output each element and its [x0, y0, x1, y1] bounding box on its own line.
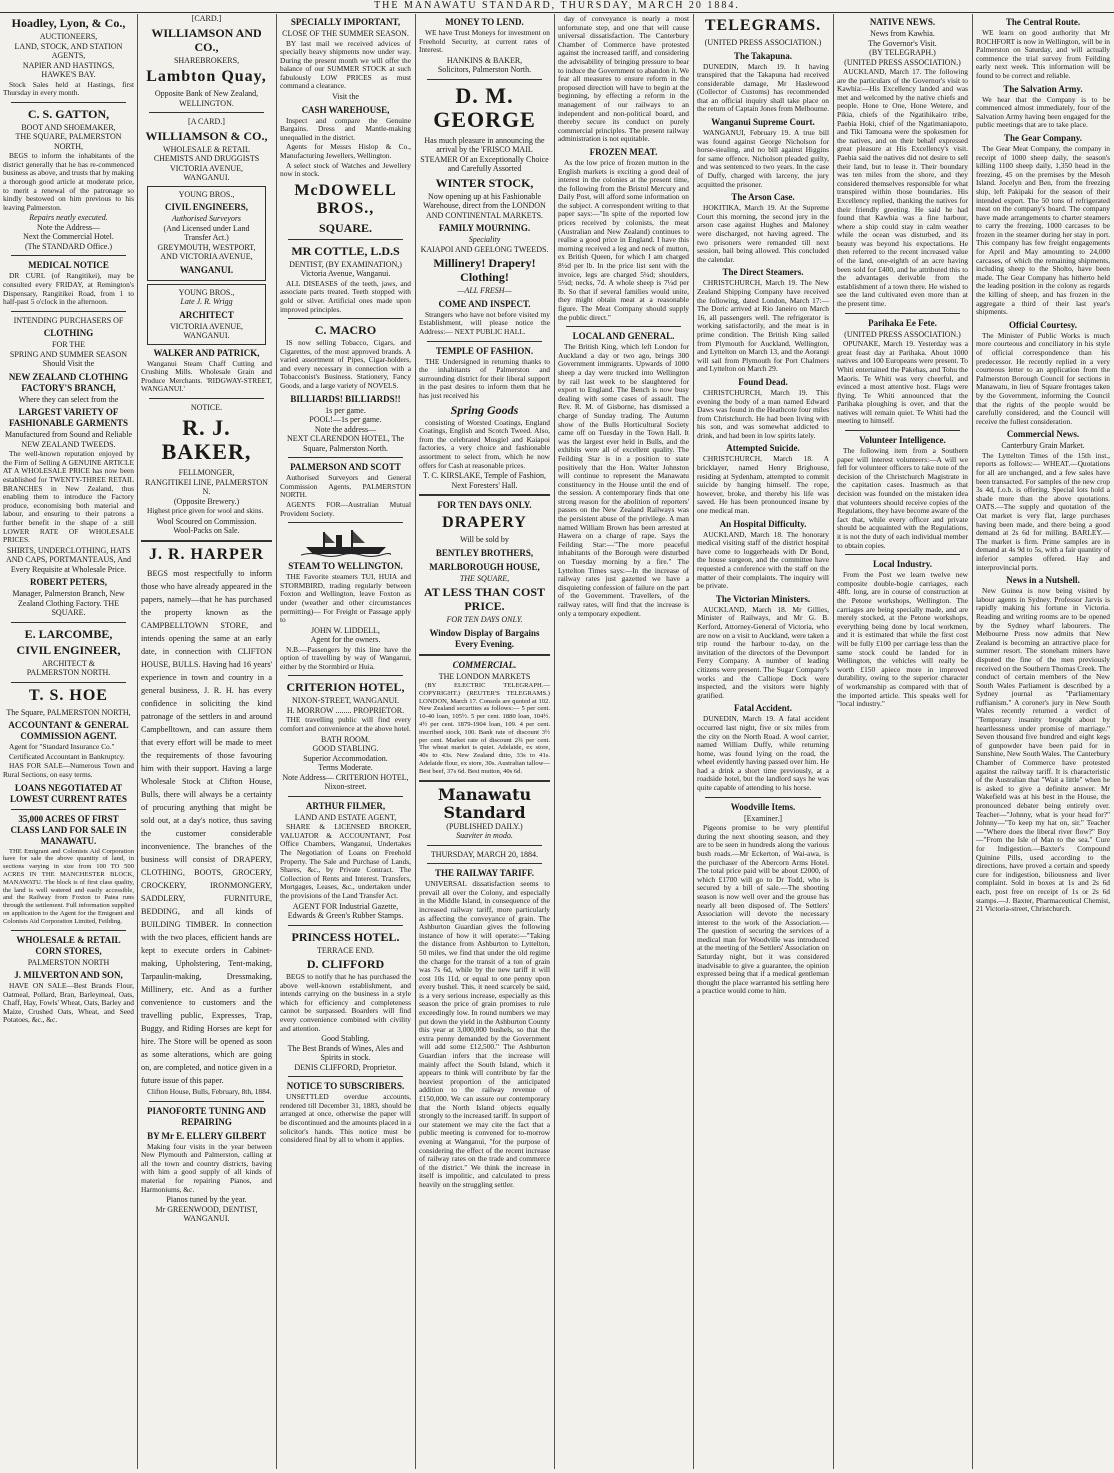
- young-sub: CIVIL ENGINEERS,: [164, 202, 249, 212]
- steam-agent: JOHN W. LIDDELL,: [311, 625, 380, 635]
- piano-note: Pianos tuned by the year.: [166, 1195, 247, 1205]
- telegram-text: AUCKLAND, March 18. Mr Gillies, Minister of Railways, and Mr G. B. Kerford, Attorney-General of Victoria, who are now on a visit to Auckland, were taken a trip round the harbour to-day, on the invitation of the directors of the Devonport Ferry Company. A number of leading citizens were present. The Sugar Company's works and the Calliope Dock were inspected, and the visitors were highly gratified.: [697, 604, 829, 700]
- ten-window: Window Display of Bargains Every Evening.: [429, 627, 540, 649]
- telegram-text: CHRISTCHURCH, March 18. A bricklayer, named Henry Brighouse, residing at Sydenham, attempted to commit suicide by hanging himself. The rope, however, broke, and thereby his life was saved. He has been pronounced insane by one medical man.: [697, 454, 829, 516]
- filmer-title: ARTHUR FILMER,: [305, 800, 386, 811]
- filmer-sub: LAND AND ESTATE AGENT,: [294, 812, 397, 822]
- gear-body: The Gear Meat Company, the company in receipt of 1000 sheep daily, the season's killing 1100 sheep daily, 1,350 head in the freezing, 45 on the premises by the Mesoh Island. Jocelyn and Ben, from the freezing ship, left Pakipaki for the season of their intended export. The 50 tons of refrigerated meat on the company's board. The company have made arrangements to charter steamers to carry the freezing, 1000 carcases to be frozen in the steamer during her stay in port. This company has few freight engagements for April and May amounting to 24,000 carcases, of which the remaining shipments, including sheep to the Sholto, have been made. The Gear Company has hitherto held the leading position in the colony as regards the killing of sheep, and has frozen in the aggregate a third of their last year's shipments.: [976, 143, 1110, 317]
- nutshell-body: New Guinea is now being visited by labour agents in Sydney. Professor Jarvis is rapidly making his fortune in Victoria. Reading and writing rooms are to be opened by the Sydney wharf labourers. The Melbourne Press now admits that New Zealand is becoming an attractive place for summer resort. The stoneham miners have disputed the fine of the men previously received on the Southern Thomas Creek. The conduct of certain members of the New South Wales Parliament is described by a Sydney journal as "Parliamentary ruffianism." A coroner's jury in New South Wales recently returned a verdict of "Temporary insanity brought about by heartlessness under promise of marriage." Seven thousand five hundred and eight kegs of gunpowder have been paid for in Sunshine, New South Wales. The Canterbury Chamber of Commerce have protested against the railway tariff. It is characteristic of the Australian that "Wait a little" when he is asked to give a definite answer. Mr Wakefield was at his best in the House, the pronounced debater being entirely over. Teacher—"Johnny, what is your head for?" Johnny—"To keep my hat on, sir." Teacher—"Where does the liberal river flow?" Boy—"From the Isle of Man to the sea." Cure for Indigestion.—Baxter's Compound Quinine Pills, used according to the directions, have proved a certain and speedy cure for indigestion, biliousness and liver complaint. Sold in boxes at 1s and 2s 6d each, post free on receipt of 1s or 2s 6d stamps.—J. Baxter, Pharmaceutical Chemist, 21 Victoria-street, Christchurch.: [976, 586, 1110, 914]
- column-rule: [833, 14, 834, 1469]
- williamson-city: WELLINGTON.: [179, 98, 234, 108]
- ten-title: FOR TEN DAYS ONLY.: [437, 500, 532, 511]
- money-body: WE have Trust Moneys for investment on Freehold Security, at current rates of Interest.: [419, 28, 550, 55]
- steam-title: STEAM TO WELLINGTON.: [288, 561, 403, 572]
- ten-house: MARLBOROUGH HOUSE,: [429, 561, 540, 572]
- special-body2: Inspect and compare the Genuine Bargains. Dress and Mantle-making unequalled in the district.: [280, 115, 411, 142]
- hoe-role: ACCOUNTANT & GENERAL COMMISSION AGENT.: [8, 720, 129, 742]
- george-come: COME AND INSPECT.: [438, 298, 531, 309]
- piano-title: PIANOFORTE TUNING AND REPAIRING: [146, 1105, 267, 1127]
- williamson-place: Lambton Quay,: [146, 68, 267, 85]
- george-fresh: —ALL FRESH—: [457, 286, 512, 296]
- young2-sub: Late J. R. Wrigg: [180, 297, 233, 306]
- corn-title: WHOLESALE & RETAIL CORN STORES,: [16, 934, 121, 956]
- special-visit: Visit the: [332, 92, 359, 102]
- young-b: (And Licensed under Land Transfer Act.): [163, 223, 250, 242]
- clothing-line: INTENDING PURCHASERS OF: [13, 315, 124, 325]
- acres-body: THE Emigrant and Colonists Aid Corporation have for sale the above quantity of land, in sections varying in size from 100 TO 500 ACRES IN THE MANCHESTER BLOCK, MANAWATU. The block is of first class quality, the land is well watered and easily accessible, and the Railway from Foxton to Patea runs through the settlement. Full information supplied on application to the Agent for the Emigrant and Colonists Aid Corporation Limited, Feilding.: [3, 847, 134, 925]
- telegrams-assoc: (UNITED PRESS ASSOCIATION.): [704, 38, 822, 47]
- williamson-opp: Opposite Bank of New Zealand,: [154, 89, 259, 98]
- cottle-addr: Victoria Avenue, Wanganui.: [300, 269, 391, 279]
- telegram-item: [697, 703, 829, 792]
- macro-price: 1s per game.: [325, 405, 366, 415]
- harper-title: J. R. HARPER: [148, 545, 265, 563]
- williamson-title: WILLIAMSON AND CO.,: [151, 25, 262, 54]
- williamson2-sub: WHOLESALE & RETAIL: [163, 144, 250, 154]
- money-firm: HANKINS & BAKER,: [446, 55, 523, 65]
- palmerson-body: Authorised Surveyors and General Commission Agents, PALMERSTON NORTH.: [280, 473, 411, 500]
- george-stock: WINTER STOCK,: [435, 175, 534, 190]
- standard-sub: (PUBLISHED DAILY.): [446, 821, 523, 831]
- hoadley-title: Hoadley, Lyon, & Co.,: [11, 16, 126, 30]
- young-a: Authorised Surveyors: [171, 214, 242, 223]
- subs-body: UNSETTLED overdue accounts, rendered till December 31, 1883, should be arranged at once, otherwise the paper will be discontinued and the amounts placed in a solicitor's hands. This notice must be considered final by all to whom it applies.: [280, 1092, 411, 1145]
- clothing-body: The well-known reputation enjoyed by the Firm of Selling A GENUINE ARTICLE AT A WHOLESALE PRICE has now been established for TWENTY-THREE RETAIL BRANCHES in New Zealand, thus enabling them to introduce the Factory produce, economising both material and labour, and ensuring to their patrons a further benefit in the shape of a still LOWER RATE OF WHOLESALE PRICES.: [3, 449, 134, 545]
- telegram-item: [697, 51, 829, 115]
- palmerson-title: PALMERSON AND SCOTT: [290, 462, 401, 473]
- special-name: CASH WAREHOUSE,: [301, 104, 390, 115]
- macro-pool: POOL!—1s per game.: [309, 415, 382, 425]
- criterion-addr: Note Address— CRITERION HOTEL, Nixon-street.: [282, 772, 409, 792]
- column-rule: [415, 14, 416, 1469]
- cottle-sub: DENTIST, (BY EXAMINATION,): [289, 259, 402, 269]
- telegram-heading: Found Dead.: [738, 376, 788, 387]
- criterion-sub: NIXON-STREET, WANGANUI.: [291, 696, 400, 706]
- column-4: [419, 14, 550, 1469]
- railway-body: UNIVERSAL dissatisfaction seems to prevail all over the Colony, and especially in the Middle Island, in consequence of the increased railway tariff, more particularly as affecting the conveyance of grain. The Ashburton Guardian gives the following instance of how it will operate:—"Taking the distance from Ashburton to Lyttelton, 50 miles, we find that under the old regime the charge for the transit of a ton of grain was 7s 6d, while by the new tariff it will cost 10s 11d, or equal to one penny upon every bushel. This, it need scarcely be said, is a very serious increase, especially as this season the price of grain promises to rule exceedingly low. In round numbers we may put down the yield in the Ashburton County this year at 3,000,000 bushels, so that the extra penny demanded by the Government will add some £12,500." The Ashburton Guardian infers that the increase will mainly affect the South Island, which it appears to think will contribute by far the heaviest proportion of the anticipated addition to the railway revenue of £150,000. We can assure our contemporary that the North Island objects equally strongly to the increased tariff. In support of our statement we may cite the fact that a public meeting is convened for to-morrow evening at Wanganui, "for the purpose of considering the effect of the recent increase of railway rates on the trade and commerce of the district." We think the increase in itself is impolitic, and calculated to press heavily on the struggling settler.: [419, 879, 550, 1189]
- telegram-text: WANGANUI, February 19. A true bill was found against George Nicholson for horse-stealing, and no bill against Higgins for same offence. Nicholson pleaded guilty, and was sentenced to two years. In the case of Duffy, charged with larceny, the jury acquitted the prisoner.: [697, 128, 829, 189]
- salvation-body: We hear that the Company is to be commenced almost immediately, four of the Salvation Army having been engaged for the public meetings that are to take place.: [976, 94, 1110, 130]
- column-rule: [137, 14, 138, 1469]
- central-body: WE learn on good authority that Mr ROCHFORT is now in Wellington, will be in Palmerston on Saturday, and will actually commence the trial survey from Feilding early next week. This information will be found to be correct and reliable.: [976, 28, 1110, 80]
- macro-title: C. MACRO: [314, 323, 377, 338]
- telegram-heading: The Arson Case.: [731, 192, 795, 203]
- george-body: Has much pleasure in announcing the arrival by the 'FRISCO MAIL STEAMER Of an Exceptionally Choice and Carefully Assorted: [420, 135, 549, 174]
- piano-by: BY Mr E. ELLERY GILBERT: [147, 1130, 266, 1141]
- young2-title: YOUNG BROS.,: [178, 287, 235, 297]
- clothing-line: SPRING AND SUMMER SEASON: [9, 349, 128, 359]
- larcombe-a: ARCHITECT &: [42, 658, 95, 668]
- piano-last: Mr GREENWOOD, DENTIST, WANGANUI.: [155, 1204, 258, 1224]
- gatton-addr: THE SQUARE, PALMERSTON NORTH,: [15, 132, 122, 151]
- temple-body: THE Undersigned in returning thanks to the inhabitants of Palmerston and surrounding district for their liberal support in the past desires to inform them that he has just received his: [419, 356, 550, 400]
- george-title: D. M. GEORGE: [433, 82, 536, 132]
- piano-body: Making four visits in the year between New Plymouth and Palmerston, calling at all the town and country districts, having with him a good supply of all kinds of material for repairing Pianos, and Harmoniums, &c.: [141, 1141, 272, 1194]
- hoadley-line: LAND, STOCK, AND STATION AGENTS,: [14, 41, 123, 60]
- ten-sold: Will be sold by: [460, 535, 509, 545]
- special-title: SPECIALLY IMPORTANT,: [290, 17, 401, 27]
- princess-best: The Best Brands of Wines, Ales and Spirits in stock.: [287, 1043, 404, 1063]
- mcdowell-title: McDOWELL BROS.,: [294, 181, 397, 217]
- telegram-item: [697, 519, 829, 591]
- native-visit: The Governor's Visit.: [868, 38, 937, 48]
- criterion-terms: Terms Moderate.: [318, 763, 373, 773]
- telegrams-title: TELEGRAMS.: [704, 17, 822, 34]
- steamer-icon: [301, 527, 391, 557]
- volunteer-body: The following item from a Southern paper will interest volunteers:—A will we fell for volunteer officers to take note of the decision of the Christchurch Magistrate in the capitation cases. Inasmuch as that decision was founded on the mistaken idea that volunteers should receive copies of the Regulations, they have become aware of the fact that, while every officer and private should be acquainted with the Regulations, it is not the duty of each individual member to obtain copies.: [837, 446, 968, 550]
- george-tweeds: KAIAPOI AND GEELONG TWEEDS.: [420, 244, 549, 254]
- commercial-sub: THE LONDON MARKETS: [438, 671, 531, 681]
- column-1: [3, 14, 134, 1469]
- hoe-cert: Certificated Accountant in Bankruptcy.: [9, 751, 125, 761]
- medical-body: DR CURL (of Rangitikei), may be consulted every FRIDAY, at Remington's Dispensary, Rangitikei Road, from 1 to half-past 5 o'clock in the afternoon.: [3, 271, 134, 307]
- standard-motto: Suaviter in modo.: [456, 831, 513, 841]
- column-rule: [693, 14, 694, 1469]
- woodville-title: Woodville Items.: [730, 801, 796, 812]
- telegram-item: [697, 267, 829, 374]
- standard-title: Manawatu Standard: [437, 784, 532, 822]
- steam-nb: N.B.—Passengers by this line have the option of travelling by way of Wanganui, either by the Stormbird or Huia.: [280, 644, 411, 671]
- hoe-title: T. S. HOE: [29, 686, 108, 704]
- subs-title: NOTICE TO SUBSCRIBERS.: [286, 1081, 405, 1092]
- walker-title: WALKER AND PATRICK,: [153, 347, 260, 358]
- williamson-sub: SHAREBROKERS,: [173, 55, 240, 65]
- native-assoc: (UNITED PRESS ASSOCIATION.): [844, 57, 961, 67]
- ten-sq: THE SQUARE,: [459, 573, 510, 583]
- native-sub: News from Kawhia.: [870, 29, 935, 38]
- medical-title: MEDICAL NOTICE: [28, 260, 109, 271]
- palmerson-agents: AGENTS FOR—Australian Mutual Provident Society.: [280, 499, 411, 518]
- telegram-item: [697, 594, 829, 701]
- hoadley-sub: AUCTIONEERS,: [39, 32, 98, 41]
- criterion-body: THE travelling public will find every comfort and convenience at the above hotel.: [280, 715, 411, 734]
- baker-sub: FELLMONGER,: [178, 468, 235, 478]
- column-rule: [276, 14, 277, 1469]
- clothing-line: Should Visit the: [42, 359, 95, 369]
- column-7: [837, 14, 968, 1469]
- princess-prop: DENIS CLIFFORD, Proprietor.: [294, 1062, 397, 1072]
- special-sub: CLOSE OF THE SUMMER SEASON.: [282, 29, 409, 38]
- gatton-addr2: Next the Commercial Hotel.: [23, 232, 114, 242]
- frozen-title: FROZEN MEAT.: [589, 146, 658, 157]
- telegram-heading: Wanganui Supreme Court.: [711, 117, 815, 128]
- corn-town: PALMERSTON NORTH: [27, 957, 110, 967]
- clothing-shirts: SHIRTS, UNDERCLOTHING, HATS AND CAPS, PORTMANTEAUS, And Every Requisite at Wholesale Price.: [5, 545, 132, 574]
- walker-body: Wanganui Steam Chaff Cutting and Crushing Mills. Wholesale Grain and Produce Merchants. 'RIDGWAY-STREET, WANGANUI.': [141, 358, 272, 394]
- george-spec: Speciality: [468, 235, 501, 245]
- ten-drapery: DRAPERY: [442, 514, 527, 532]
- harper-body: BEGS most respectfully to inform those who have already appeared in the papers, namely—that he has purchased the property known as the CAMPBELLTOWN STORE, and intends opening the same at an early date, in connection with CLIFTON HOUSE, BULLS. Having had 16 years' experience in town and country in a general business, J. R. H. has every confidence in soliciting the kind patronage of the settlers in and around Campbelltown, and can assure them that every effort will be made to meet the requirements of those favouring him with their support. Having a large Wholesale Stock at Clifton House, Bulls, there will always be a certainty of procuring anything that might be sold out, at a day's notice, thus saving the customer considerable inconvenience. The branches of the business will consist of DRAPERY, CLOTHING, BOOTS, GROCERY, CROCKERY, IRONMONGERY, SADDLERY, FURNITURE, BEDDING, and all kinds of BUILDING TIMBER. In connection with the two places, efficient hands are kept to execute orders in Cabinet-making, Upholstering, Tent-making, Tarpaulin-making, Dressmaking, Millinery, etc. And as a further convenience to customers and the travelling public, Expresses, Trap, Buggy, and Riding Horses are kept for hire. The Store will be opened as soon as some alterations, which are going on, are completed, and notice given in a future issue of this paper.: [141, 568, 272, 1085]
- commercial-news-body: The Lyttelton Times of the 15th inst., reports as follows:— WHEAT.—Quotations for all are unchanged, and a few sales have been transacted. For samples of the new crop 3s 4d, f.o.b. is offering. Special lots hold a shade more than the above quotations. OATS.—The supply and quotation of the Oat market is very flat, large purchases having been made, and there being a good demand at 2s 6d for milling. BARLEY.—The market is firm. Prime samples are in demand at 4s 9d to 5s, with a fair quantity of inferior samples offered. Hay and interprovincial ports.: [976, 450, 1110, 572]
- masthead: THE MANAWATU STANDARD, THURSDAY, MARCH 20 1884.: [0, 0, 1114, 13]
- native-by: (BY TELEGRAPH.): [869, 48, 936, 57]
- telegram-item: [697, 377, 829, 441]
- standard-date: THURSDAY, MARCH 20, 1884.: [430, 849, 539, 859]
- filmer-body: SHARE & LICENSED BROKER, VALUATOR & ACCOUNTANT, Post Office Chambers, Wanganui, Undertakes The Negotiation of Loans on Freehold Property. The Sale and Purchase of Lands, Shares, &c., by Private Contract. The Collection of Rents and Interest. Transfers, Mortgages, Leases, &c., undertaken under the provisions of the Land Transfer Act.: [280, 822, 411, 900]
- local-industry-title: Local Industry.: [872, 559, 932, 570]
- macro-billiards: BILLIARDS! BILLIARDS!!: [290, 393, 401, 404]
- criterion-acc: Superior Accommodation.: [303, 753, 388, 763]
- gatton-body: BEGS to inform the inhabitants of the district generally that he has re-commenced business as above, and trusts that by making a thorough good article at moderate price, to merit a renewal of the patronage so kindly bestowed on him previous to his leaving Palmerston.: [3, 151, 134, 212]
- macro-addr: NEXT CLARENDON HOTEL, The Square, Palmerston North.: [286, 434, 405, 453]
- native-title: NATIVE NEWS.: [869, 17, 936, 27]
- temple-body2: consisting of Worsted Coatings, England Coatings, English and Scotch Tweed. Also, from the celebrated Mosgiel and Kaiapoi factories, a very choice and fashionable assortment to select from, which he now offers for Cash at reasonable prices.: [419, 417, 550, 470]
- column-8: [976, 14, 1110, 1469]
- harper-date: Clifton House, Bulls, February, 8th, 1884.: [147, 1086, 272, 1096]
- williamson2-chem: CHEMISTS AND DRUGGISTS: [153, 154, 260, 163]
- gear-title: The Gear Company.: [1003, 132, 1083, 143]
- column-rule: [554, 14, 555, 1469]
- clothing-mgr: Manager, Palmerston Branch, New Zealand Clothing Factory. THE SQUARE.: [12, 589, 125, 618]
- clothing-largest: LARGEST VARIETY OF FASHIONABLE GARMENTS: [8, 407, 129, 429]
- money-title: MONEY TO LEND.: [445, 17, 524, 27]
- column-rule: [972, 14, 973, 1469]
- official-title: Official Courtesy.: [1009, 319, 1077, 330]
- clothing-where: Where they can select from the: [18, 394, 119, 404]
- george-mill: Millinery! Drapery! Clothing!: [433, 256, 536, 285]
- nutshell-title: News in a Nutshell.: [1006, 575, 1080, 586]
- column-6: [697, 14, 829, 1469]
- williamson2-title: WILLIAMSON & CO.,: [145, 128, 268, 143]
- baker-title: R. J. BAKER,: [161, 415, 252, 465]
- baker-packs: Wool-Packs on Sale.: [173, 526, 240, 536]
- macro-body: IS now selling Tobacco, Cigars, and Cigarettes, of the most approved brands. A varied assortment of Pipes, Cigar-holders, and every necessary in connection with a Tobacconist's Business. Stationery, Fancy Goods, and a large variety of NOVELS.: [280, 338, 411, 391]
- column-2: [141, 14, 272, 1469]
- steam-body: THE Favorite steamers TUI, HUIA and STORMBIRD, trading regularly between Foxton and Wellington, leave Foxton as under (weather and other circumstances permitting)— For Freight or Passage apply to: [280, 572, 411, 625]
- commercial-body: (BY ELECTRIC TELEGRAPH.—COPYRIGHT.) (REUTER'S TELEGRAMS.) LONDON, March 17. Consols are quoted at 102. New Zealand securities as follows:— 5 per cent. 10-40 loan, 105½. 5 per cent. 1880 loan, 104½. 4½ per cent. 1879-1904 loan, 109. 4 per cent. inscribed stock, 100. Bank rate of discount 3½ per cent. Market rate of discount 2¾ per cent. The wheat market is quiet. Adelaide, ex store, 40s to 43s. New Zealand ditto, 33s to 41s. Adelaide flour, ex store, 30s. Australian tallow—Best beef, 37s 6d. Best mutton, 40s 6d.: [419, 682, 550, 775]
- criterion-bath: BATH ROOM.: [321, 734, 370, 744]
- parihaka-assoc: (UNITED PRESS ASSOCIATION.): [844, 329, 961, 339]
- princess-body: BEGS to notify that he has purchased the above well-known establishment, and intends carrying on the business in a style which for efficiency and completeness cannot be surpassed. Boarders will find every convenience combined with civility and attention.: [280, 972, 411, 1033]
- criterion-prop: H. MORROW ........ PROPRIETOR.: [286, 705, 405, 715]
- telegram-heading: The Victorian Ministers.: [715, 593, 811, 604]
- criterion-stab: GOOD STABLING.: [312, 744, 379, 754]
- corn-body: HAVE ON SALE—Best Brands Flour, Oatmeal, Pollard, Bran, Barleymeal, Oats, Chaff, Hay, Fowls' Wheat, Oats, Barley and Maize, Crushed Oats, Wheat, and Seed Potatoes, &c., &c.: [3, 981, 134, 1025]
- salvation-title: The Salvation Army.: [1003, 83, 1083, 94]
- temple-title: TEMPLE OF FASHION.: [435, 345, 534, 356]
- young-bros-box: [147, 186, 266, 281]
- princess-stab: Good Stabling.: [321, 1034, 370, 1044]
- clothing-line: CLOTHING: [43, 328, 94, 339]
- cottle-body: ALL DISEASES of the teeth, jaws, and associate parts treated. Teeth stopped with gold or silver. Artificial ones made upon improved principles.: [280, 278, 411, 314]
- temple-goods: Spring Goods: [450, 402, 519, 417]
- williamson-card: [CARD.]: [191, 14, 222, 23]
- young-bros-box-2: [147, 284, 266, 345]
- special-sel: A select stock of Watches and Jewellery now in stock.: [280, 160, 411, 179]
- gatton-note: Note the Address—: [36, 222, 101, 232]
- baker-opp: (Opposite Brewery.): [173, 496, 240, 506]
- larcombe-title: E. LARCOMBE,: [24, 626, 113, 641]
- hoe-sale: HAS FOR SALE—Numerous Town and Rural Sections, on easy terms.: [3, 761, 134, 780]
- column-5: [558, 14, 689, 1469]
- george-body2: Now opening up at his Fashionable Warehouse, direct from the LONDON AND CONTINENTAL MARKETS.: [423, 191, 546, 220]
- local-title: LOCAL AND GENERAL.: [572, 331, 675, 342]
- acres-title: 35,000 ACRES OF FIRST CLASS LAND FOR SALE IN MANAWATU.: [10, 813, 127, 846]
- telegram-heading: Attempted Suicide.: [726, 443, 800, 454]
- williamson2-addr: VICTORIA AVENUE,: [169, 163, 244, 173]
- george-mourning: FAMILY MOURNING.: [438, 223, 531, 234]
- gatton-repairs: Repairs neatly executed.: [29, 213, 108, 223]
- baker-wool: Wool Scoured on Commission.: [156, 516, 257, 526]
- telegram-item: [697, 117, 829, 189]
- commercial-news-title: Commercial News.: [1006, 429, 1080, 440]
- telegram-text: CHRISTCHURCH, March 19. This evening the body of a man named Edward Daws was found in the Heathcote four miles from Christchurch. He had been living with his son, and was somewhat addicted to drink, and had been in low spirits lately.: [697, 387, 829, 440]
- young-d: WANGANUI.: [179, 264, 234, 275]
- frozen-body: As the low price of frozen mutton in the English markets is exciting a good deal of interest in the colonies at the present time, the following from the Bristol Mercury and Daily Post, will afford some information on the subject. A correspondent writing to that paper says:—"In spite of the reported low prices received by colonists, the meat (Australian and New Zealand) continues to realise a good price in England. I have this morning received a leg and neck of mutton, ex British Queen, for which I am charged 8½d per lb. In the price list sent with the invoice, legs are charged 5¼d; shoulders, 5¼d; necks, 7d. A whole sheep is 7¼d per lb. So that if several families would unite, they might obtain meat at a reasonable figure. The Meat Company should supply the public direct.": [558, 157, 689, 322]
- ten-less: AT LESS THAN COST PRICE.: [423, 585, 546, 614]
- woodville-sub: [Examiner.]: [744, 813, 782, 823]
- special-agents: Agents for Messrs Hislop & Co., Manufacturing Jewellers, Wellington.: [280, 142, 411, 160]
- cottle-title: MR COTTLE, L.D.S: [291, 243, 400, 258]
- telegram-heading: An Hospital Difficulty.: [719, 518, 807, 529]
- commercial-news-sub: Canterbury Grain Market.: [1001, 441, 1085, 451]
- larcombe-sub: CIVIL ENGINEER,: [16, 642, 121, 657]
- volunteer-title: Volunteer Intelligence.: [859, 435, 946, 446]
- young2-a: ARCHITECT: [179, 309, 234, 320]
- criterion-title: CRITERION HOTEL,: [286, 680, 405, 695]
- clothing-peters: ROBERT PETERS,: [29, 577, 108, 588]
- princess-sub: TERRACE END.: [317, 945, 374, 955]
- hoe-loans: LOANS NEGOTIATED AT LOWEST CURRENT RATES: [9, 782, 128, 804]
- central-title: The Central Route.: [1005, 17, 1081, 27]
- parihaka-title: Parihaka Ee Fete.: [868, 317, 937, 328]
- native-body: AUCKLAND, March 17. The following are the particulars of the Governor's visit to Kawhia:—His Excellency landed and was met and welcomed by the native chiefs and people. Hone te One, Hone Wetere, and Pikia, chiefs of the Ngatihikairo tribe, Paehia Hoki, chief of the Ngatimaniapoto, and Tiki Tamoana were the spokesmen for the natives, and on their behalf expressed great pleasure at His Excellency's visit. Paehia said the natives did not desire to sell their land, but to lease it. Their boundary was ten miles from the shore, and they considered themselves responsible for what transpired within those boundaries. His Excellency replied, thanking the natives for their friendly greeting. He said he had found that Kawhia was a fine harbour, where a ship could stay in calm weather while the ocean was disturbed, and its beauty was beyond his expectations. He then referred to the recent increased value of the land, one-eighth of an acre having been sold for £400, and he attributed this to the advantages derivable from the establishment of a town there. He wished to see the land cultivated even more than at the present time.: [837, 67, 968, 309]
- telegram-text: DUNEDIN, March 19. It having transpired that the Takapuna had received considerable damage, Mr Haslewood (Collector of Customs) has recommended that an official inquiry shall take place on the return of Captain Jones from Melbourne.: [697, 61, 829, 114]
- hoe-agent: Agent for "Standard Insurance Co.": [9, 742, 115, 752]
- local-body: The British King, which left London for Auckland a day or two ago, brings 300 Government immigrants. Upwards of 1000 sheep a day were trucked into Wellington by rail last week to be slaughtered for export to England. The Bench is now busy dealing with some cases of assault. The Rev. R. M. of Gisborne, has dismissed a charge of Sunday trading. The Autumn show of the Bulls Horticultural Society came off on Tuesday in the Town Hall. It was the largest ever held in Bulls, and the exhibits were all of excellent quality. The Feilding Star is in a position to state positively that the Hon. Walter Johnston will continue to represent the Manawatu constituency in the House until the end of the session. A contemporary finds that one strong reason for the abolition of reporters' passes on the New Zealand Railways was the persistent abuse of the privilege. A man named William Brown has been arrested at Hawera on a charge of rape. Says the Feilding Star:—"The more peaceful inhabitants of the Borough were disturbed on Tuesday morning by a fire." The Lyttelton Times says:—In the increase of railway rates just gazetted we have a disquieting confession of failure on the part of the Government. Travellers, of the railway rates, will find that the increase is only a temporary expedient.: [558, 342, 689, 618]
- telegram-item: [697, 443, 829, 515]
- clothing-factory: NEW ZEALAND CLOTHING FACTORY'S BRANCH,: [8, 371, 129, 393]
- corn-firm: J. MILVERTON AND SON,: [14, 970, 123, 981]
- telegram-heading: The Direct Steamers.: [722, 267, 804, 278]
- williamson2-city: WANGANUI.: [183, 173, 230, 182]
- hoe-addr: The Square, PALMERSTON NORTH,: [6, 707, 131, 717]
- hoadley-line: HAWKE'S BAY.: [41, 70, 96, 79]
- parihaka-body: OPUNAKE, March 19. Yesterday was a great feast day at Parihaka. About 1000 natives and 100 Europeans were present. To Whiti entertained the Pakehas, and Tohu the Maoris. Te Whiti was very cheerful, and evinced a most attentive host. Flags were flying. Te Whiti announced that the Parihaka ploughing is over, and that the natives will remain quiet. Te Whiti had the meeting to himself.: [837, 339, 968, 426]
- column-3: [280, 14, 411, 1469]
- official-body: The Minister of Public Works is much more courteous and conciliatory in his style of official correspondence than his predecessor. He recently replied in a very courteous letter to an application from the Palmerston Borough Council for sections in Manawatu, in lieu of Square frontages taken by the Government, informing the Council that the rights of the people would be carefully considered, and the Council will receive the fullest consideration.: [976, 330, 1110, 426]
- telegram-text: DUNEDIN, March 19. A fatal accident occurred last night, five or six miles from the city on the North Road. A wool carrier, named William Duffy, while returning home, was found lying on the road, the wheel evidently having passed over him. He had a drink a short time previously, at a roadside hotel, but the landlord says he was quite capable of attending to his horse.: [697, 714, 829, 793]
- princess-title: PRINCESS HOTEL.: [291, 929, 400, 944]
- larcombe-b: PALMERSTON NORTH.: [26, 668, 111, 678]
- young2-b: VICTORIA AVENUE, WANGANUI.: [169, 321, 244, 340]
- telegram-heading: The Takapuna.: [733, 50, 793, 61]
- clothing-mfd: Manufactured from Sound and Reliable NEW ZEALAND TWEEDS.: [4, 430, 133, 449]
- baker-addr: RANGITIKEI LINE, PALMERSTON N.: [145, 477, 268, 497]
- commercial-title: COMMERCIAL.: [452, 659, 517, 670]
- gatton-paper: (The STANDARD Office.): [25, 241, 112, 251]
- telegram-text: HOKITIKA, March 19. At the Supreme Court this morning, the second jury in the arson case against Hughes and Maloney were discharged, not having agreed. The two prisoners were remanded till next session, bail being allowed. This concluded the calendar.: [697, 203, 829, 264]
- hoadley-line: NAPIER AND HASTINGS,: [22, 60, 115, 70]
- notice-label: NOTICE.: [190, 402, 223, 412]
- george-body3: Strangers who have not before visited my Establishment, will please notice the Address:— NEXT PUBLIC HALL.: [419, 309, 550, 336]
- woodville-body: Pigeons promise to be very plentiful during the next shooting season, and they are to be seen in hundreds along the various bush roads.—Mr Eckerton, of Wai-awa, is the purchaser of the Abercorn Arms Hotel. The total price paid will be about £2000, of which £1700 will go to Dr Todd, who is secured by a bill of sale.—The shooting season is now well over and the grouse has nearly all been disposed of. The Settlers' Association will devote the necessary interest to the work of the Association.—The question of securing the services of a medical man for Woodville was introduced at the meeting of the Settlers' Association on Saturday night, but it was considered inadvisable to give a guarantee, the opinion expressed being that if a medical gentleman thought the place warranted his settling here a practice would come to him.: [697, 823, 829, 996]
- hoadley-note: Stock Sales held at Hastings, first Thursday in every month.: [3, 79, 134, 98]
- telegram-item: [697, 192, 829, 264]
- col5-body: day of conveyance is nearly a most unfortunate step, and one that will cause universal dissatisfaction. The Canterbury Chamber of Commerce have protested against the increased tariff, and considering the advisability of bringing pressure to bear to induce the Government to abandon it. We fear all measures to ensure reform in the proposed direction will have to begin at the beginning, by effecting a reform in the management of our railways to an independent and non-political board, and thereby secure its conduct on purely commercial principles. The present railway administration is not equitable.: [558, 14, 689, 144]
- mcdowell-sub: SQUARE.: [318, 220, 372, 235]
- telegram-text: CHRISTCHURCH, March 19. The New Zealand Shipping Company have received the following, dated London, March 17:—The Doric arrived at Rio Janeiro on March 16, all passengers well. The refrigerator is working satisfactorily, and the meat is in prime condition. The British King sailed from Plymouth for Auckland, Wellington, and Lyttelton on March 13, and the Aorangi will sail from Plymouth for Port Chalmers and Lyttelton on March 29.: [697, 278, 829, 374]
- special-body: BY last mail we received advices of specially heavy shipments now under way. During the present month we will offer the balance of our SUMMER STOCK at such fabulously LOW PRICES as must command a clearance.: [280, 38, 411, 91]
- telegram-heading: Fatal Accident.: [734, 703, 792, 714]
- macro-note: Note the address—: [314, 424, 377, 434]
- telegram-text: AUCKLAND, March 18. The honorary medical visiting staff of the district hospital have come to loggerheads with Dr Bond, the house surgeon, and the committee have requested a conference with the staff on the matter of their complaints. The inquiry will be private.: [697, 529, 829, 591]
- gatton-sub: BOOT AND SHOEMAKER,: [21, 122, 116, 132]
- gatton-title: C. S. GATTON,: [27, 106, 110, 121]
- filmer-agent: AGENT FOR Industrial Gazette, Edwards & Green's Rubber Stamps.: [287, 901, 404, 920]
- money-sub: Solicitors, Palmerston North.: [437, 65, 532, 75]
- clothing-line: FOR THE: [52, 340, 85, 350]
- steam-sub: Agent for the owners.: [310, 635, 381, 645]
- local-industry-body: From the Post we learn twelve new composite double-bogie carriages, each 48ft. long, are in course of construction at the Petone workshops, Wellington. The carriages are being specially made, and are merely stocked, at the Petone workshops, everything being done by local workmen, and it is estimated that while the first cost will be fully £100 per carriage less than the same stock could be landed for in Wellington, the vehicles will really be worth £150 apiece more in improved durability, owing to the superior character of workmanship as compared with that of the imported article. This speaks well for "local industry.": [837, 570, 968, 709]
- railway-title: THE RAILWAY TARIFF.: [434, 868, 535, 879]
- williamson2-card: [A CARD.]: [188, 117, 225, 126]
- ten-ten: FOR TEN DAYS ONLY.: [446, 615, 523, 625]
- temple-sig: T. C. KIRSLAKE, Temple of Fashion, Next Foresters' Hall.: [423, 471, 546, 490]
- young-title: YOUNG BROS.,: [178, 189, 235, 199]
- young-c: GREYMOUTH, WESTPORT, AND VICTORIA AVENUE,: [157, 242, 256, 261]
- ten-firm: BENTLEY BROTHERS,: [435, 547, 534, 558]
- baker-body: Highest price given for wool and skins.: [147, 506, 264, 516]
- princess-name: D. CLIFFORD: [306, 957, 385, 971]
